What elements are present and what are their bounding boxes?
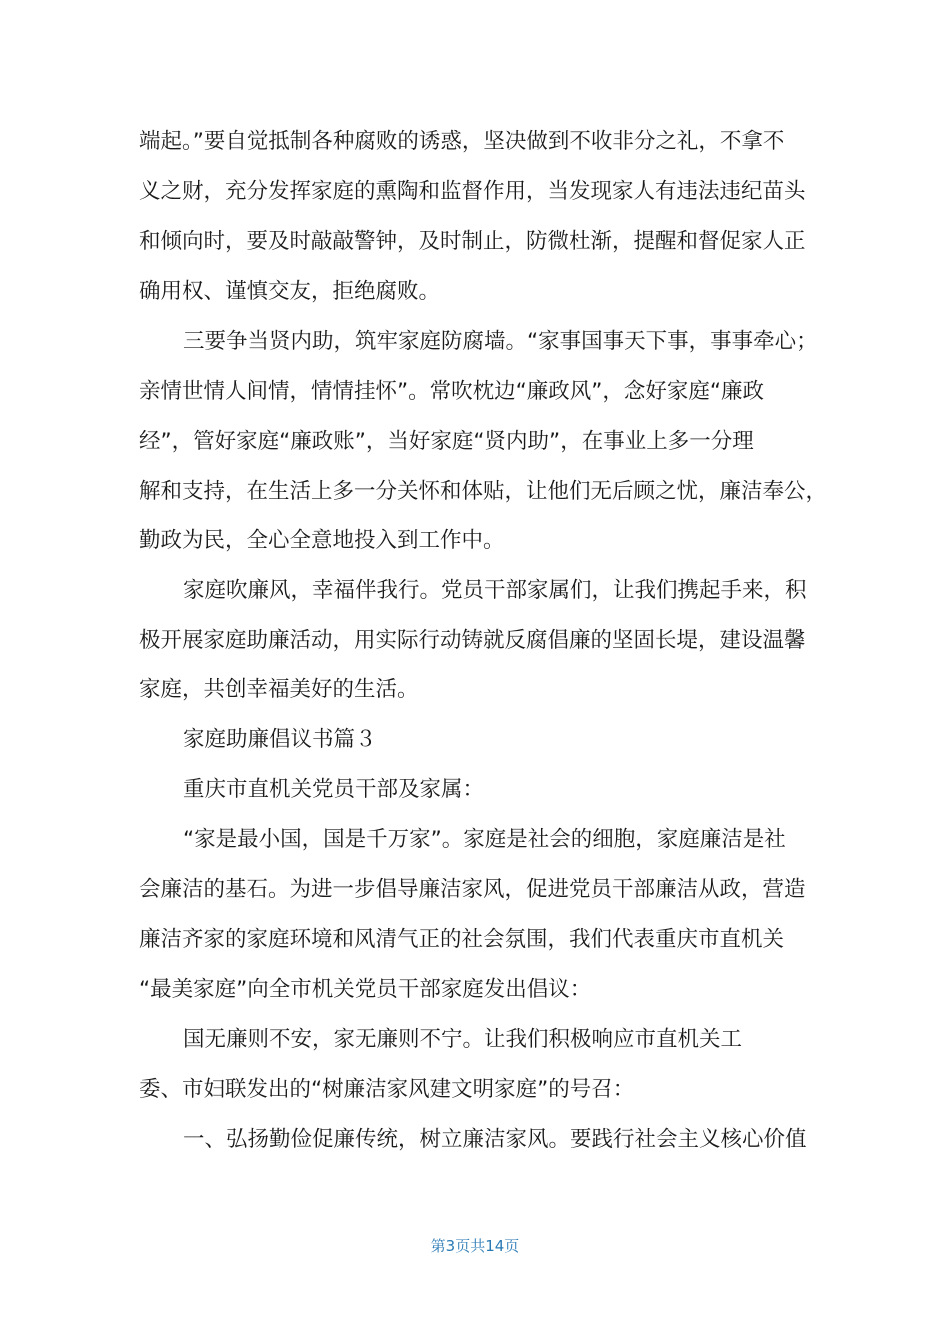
text-line: 家庭吹廉风，幸福伴我行。党员干部家属们，让我们携起手来，积 <box>183 578 807 603</box>
text-line: 家庭，共创幸福美好的生活。 <box>139 677 419 702</box>
text-line: 和倾向时，要及时敲敲警钟，及时制止，防微杜渐，提醒和督促家人正 <box>139 229 806 254</box>
text-line: 勤政为民，全心全意地投入到工作中。 <box>139 528 505 553</box>
text-line: 极开展家庭助廉活动，用实际行动铸就反腐倡廉的坚固长堤，建设温馨 <box>139 628 806 653</box>
text-line: 义之财，充分发挥家庭的熏陶和监督作用，当发现家人有违法违纪苗头 <box>139 179 806 204</box>
text-line: 经”，管好家庭“廉政账”，当好家庭“贤内助”，在事业上多一分理 <box>139 429 754 454</box>
text-line: 确用权、谨慎交友，拒绝腐败。 <box>139 279 441 304</box>
text-line: 国无廉则不安，家无廉则不宁。让我们积极响应市直机关工 <box>183 1027 743 1052</box>
text-line: 端起。”要自觉抵制各种腐败的诱惑，坚决做到不收非分之礼，不拿不 <box>139 129 785 154</box>
salutation: 重庆市直机关党员干部及家属： <box>183 777 485 802</box>
section-heading: 家庭助廉倡议书篇３ <box>183 727 377 752</box>
page-number: 第3页共14页 <box>430 1237 520 1255</box>
text-line: “最美家庭”向全市机关党员干部家庭发出倡议： <box>139 977 592 1002</box>
text-line: 会廉洁的基石。为进一步倡导廉洁家风，促进党员干部廉洁从政，营造 <box>139 877 806 902</box>
text-line: 廉洁齐家的家庭环境和风清气正的社会氛围，我们代表重庆市直机关 <box>139 927 785 952</box>
text-line: 一、弘扬勤俭促廉传统，树立廉洁家风。要践行社会主义核心价值 <box>183 1127 807 1152</box>
text-line: 亲情世情人间情，情情挂怀”。常吹枕边“廉政风”，念好家庭“廉政 <box>139 379 765 404</box>
text-line: 解和支持，在生活上多一分关怀和体贴，让他们无后顾之忧，廉洁奉公， <box>139 479 828 504</box>
text-line: “家是最小国，国是千万家”。家庭是社会的细胞，家庭廉洁是社 <box>183 827 786 852</box>
text-line: 委、市妇联发出的“树廉洁家风建文明家庭”的号召： <box>139 1077 635 1102</box>
text-line: 三要争当贤内助，筑牢家庭防腐墙。“家事国事天下事，事事牵心； <box>183 329 818 354</box>
